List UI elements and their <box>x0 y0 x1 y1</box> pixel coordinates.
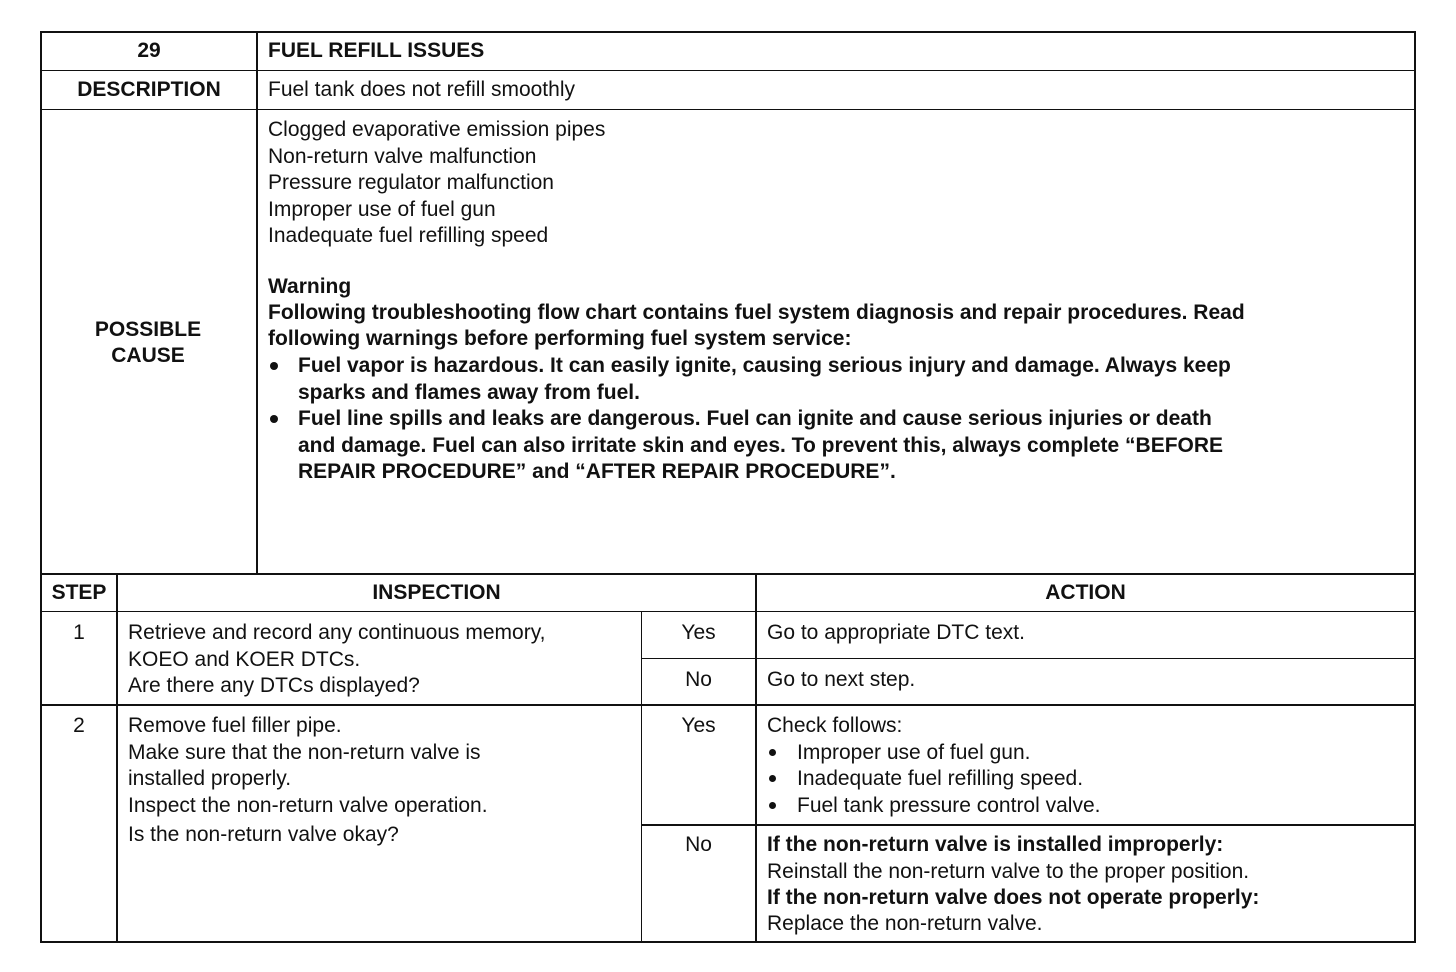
no-action: Go to next step. <box>767 668 916 691</box>
warning-bullet-line: Fuel line spills and leaks are dangerous. Fuel can ignite and cause serious injuries or death <box>298 407 1212 430</box>
inspection-line: installed properly. <box>128 767 292 790</box>
inspection-line: Retrieve and record any continuous memory, <box>128 621 546 644</box>
warning-title: Warning <box>268 275 352 298</box>
cause-item: Improper use of fuel gun <box>268 198 496 221</box>
inspection-line: Inspect the non-return valve operation. <box>128 794 488 817</box>
yes-label: Yes <box>681 621 716 644</box>
yes-action-intro: Check follows: <box>767 714 903 737</box>
warning-bullet-line: REPAIR PROCEDURE” and “AFTER REPAIR PROCEDURE”. <box>298 460 896 483</box>
warning-intro-line: Following troubleshooting flow chart contains fuel system diagnosis and repair procedures. Read <box>268 301 1245 324</box>
yes-action-bullet: Fuel tank pressure control valve. <box>797 794 1101 817</box>
warning-intro-line: following warnings before performing fuel system service: <box>268 327 852 350</box>
issue-title: FUEL REFILL ISSUES <box>268 39 485 62</box>
cause-item: Pressure regulator malfunction <box>268 171 554 194</box>
inspection-line: KOEO and KOER DTCs. <box>128 648 361 671</box>
cause-item: Inadequate fuel refilling speed <box>268 224 549 247</box>
no-action-text: Reinstall the non-return valve to the proper position. <box>767 860 1250 883</box>
possible-cause-label-line2: CAUSE <box>111 344 185 367</box>
bullet-icon <box>769 802 776 809</box>
no-action-heading: If the non-return valve does not operate properly: <box>767 886 1260 909</box>
no-label: No <box>685 833 712 856</box>
cause-item: Non-return valve malfunction <box>268 145 537 168</box>
inspection-line: Is the non-return valve okay? <box>128 823 399 846</box>
yes-action: Go to appropriate DTC text. <box>767 621 1025 644</box>
description-label: DESCRIPTION <box>77 78 221 101</box>
yes-action-bullet: Inadequate fuel refilling speed. <box>797 767 1084 790</box>
issue-number: 29 <box>137 39 161 62</box>
bullet-icon <box>270 415 278 423</box>
bullet-icon <box>769 775 776 782</box>
no-action-text: Replace the non-return valve. <box>767 912 1043 935</box>
inspection-line: Are there any DTCs displayed? <box>128 674 420 697</box>
step-number: 1 <box>73 621 85 644</box>
inspection-line: Remove fuel filler pipe. <box>128 714 342 737</box>
step-column-header: STEP <box>51 581 107 604</box>
no-action-heading: If the non-return valve is installed improperly: <box>767 833 1224 856</box>
warning-bullet-line: Fuel vapor is hazardous. It can easily ignite, causing serious injury and damage. Always keep <box>298 354 1231 377</box>
warning-bullet-line: sparks and flames away from fuel. <box>298 381 640 404</box>
no-label: No <box>685 668 712 691</box>
step-number: 2 <box>73 714 85 737</box>
bullet-icon <box>769 749 776 756</box>
yes-action-bullet: Improper use of fuel gun. <box>797 741 1031 764</box>
action-column-header: ACTION <box>1045 581 1126 604</box>
bullet-icon <box>270 362 278 370</box>
cause-item: Clogged evaporative emission pipes <box>268 118 606 141</box>
description-text: Fuel tank does not refill smoothly <box>268 78 575 101</box>
yes-label: Yes <box>681 714 716 737</box>
warning-bullet-line: and damage. Fuel can also irritate skin and eyes. To prevent this, always complete “BEFORE <box>298 434 1224 457</box>
possible-cause-label-line1: POSSIBLE <box>94 318 202 341</box>
inspection-column-header: INSPECTION <box>372 581 501 604</box>
inspection-line: Make sure that the non-return valve is <box>128 741 481 764</box>
